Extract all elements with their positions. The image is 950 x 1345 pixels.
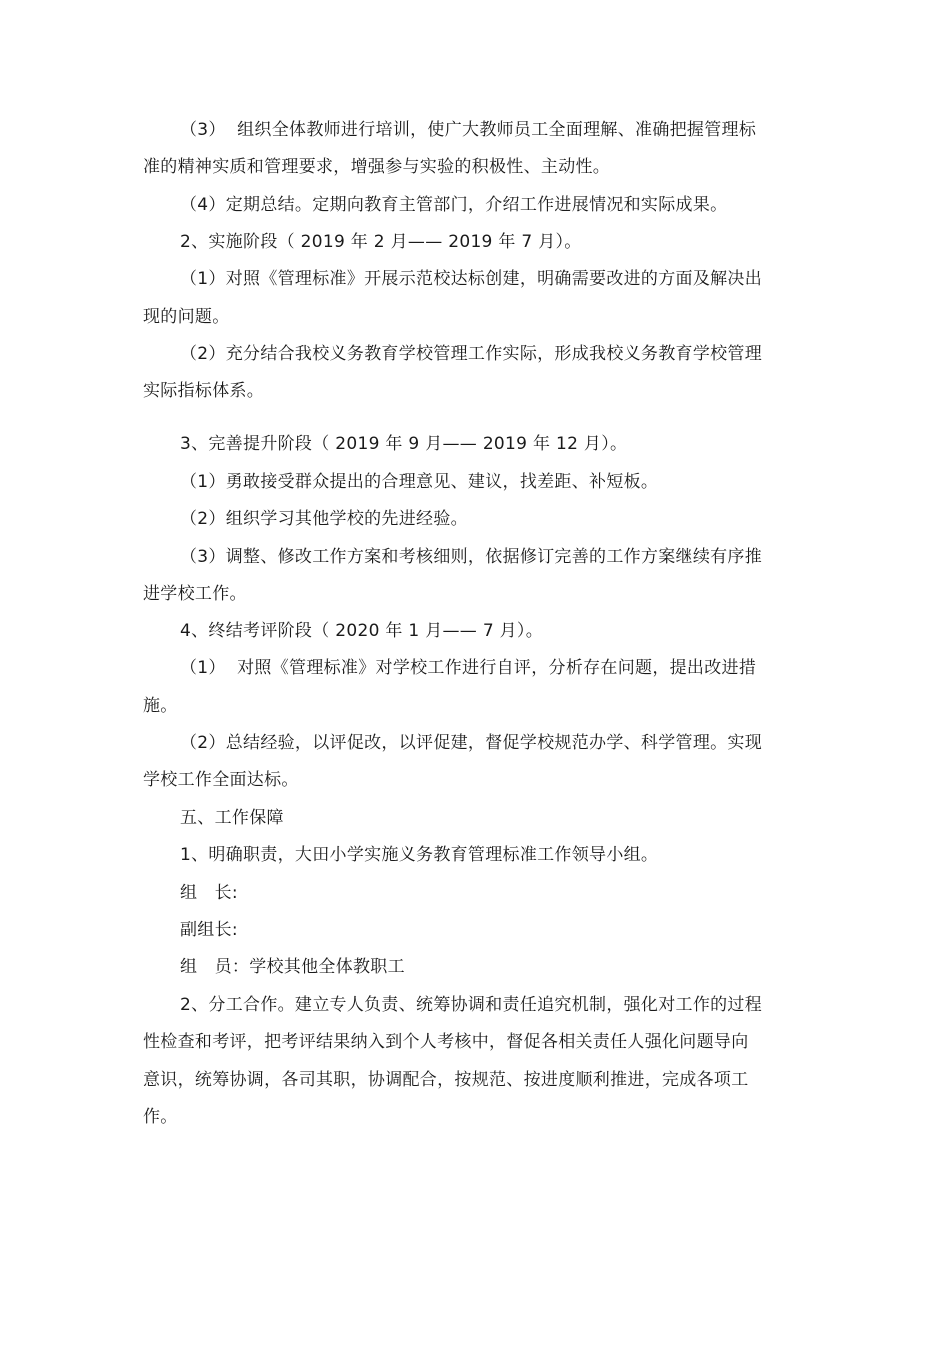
- text-line: 现的问题。: [143, 307, 230, 327]
- text-line: （3）调整、修改工作方案和考核细则，依据修订完善的工作方案继续有序推: [180, 547, 763, 567]
- section-heading: 3、完善提升阶段（ 2019 年 9 月—— 2019 年 12 月）。: [180, 434, 628, 454]
- text-line: （1）勇敢接受群众提出的合理意见、建议，找差距、补短板。: [180, 472, 659, 492]
- text-line: 实际指标体系。: [143, 381, 265, 401]
- text-line: （2）组织学习其他学校的先进经验。: [180, 509, 468, 529]
- text-line: （1）对照《管理标准》开展示范校达标创建，明确需要改进的方面及解决出: [180, 269, 763, 289]
- text-line: 1、明确职责，大田小学实施义务教育管理标准工作领导小组。: [180, 845, 659, 865]
- text-line: 施。: [143, 696, 178, 716]
- text-line: （3） 组织全体教师进行培训，使广大教师员工全面理解、准确把握管理标: [180, 120, 757, 140]
- text-line: 意识，统筹协调，各司其职，协调配合，按规范、按进度顺利推进，完成各项工: [143, 1070, 749, 1090]
- text-line: 性检查和考评，把考评结果纳入到个人考核中，督促各相关责任人强化问题导向: [143, 1032, 749, 1052]
- text-line: （2）总结经验，以评促改，以评促建，督促学校规范办学、科学管理。实现: [180, 733, 763, 753]
- text-line: （2）充分结合我校义务教育学校管理工作实际，形成我校义务教育学校管理: [180, 344, 763, 364]
- text-line: 副组长:: [180, 920, 238, 940]
- text-line: （4）定期总结。定期向教育主管部门，介绍工作进展情况和实际成果。: [180, 195, 728, 215]
- text-line: 学校工作全面达标。: [143, 770, 299, 790]
- section-heading: 4、终结考评阶段（ 2020 年 1 月—— 7 月）。: [180, 621, 544, 641]
- text-line: 准的精神实质和管理要求，增强参与实验的积极性、主动性。: [143, 157, 611, 177]
- text-line: （1） 对照《管理标准》对学校工作进行自评，分析存在问题，提出改进措: [180, 658, 757, 678]
- text-line: 进学校工作。: [143, 584, 247, 604]
- section-heading: 2、实施阶段（ 2019 年 2 月—— 2019 年 7 月）。: [180, 232, 582, 252]
- text-line: 组 员：学校其他全体教职工: [180, 957, 405, 977]
- text-line: 作。: [143, 1107, 178, 1127]
- text-line: 2、分工合作。建立专人负责、统筹协调和责任追究机制，强化对工作的过程: [180, 995, 763, 1015]
- section-heading: 五、工作保障: [180, 808, 284, 828]
- text-line: 组 长:: [180, 883, 238, 903]
